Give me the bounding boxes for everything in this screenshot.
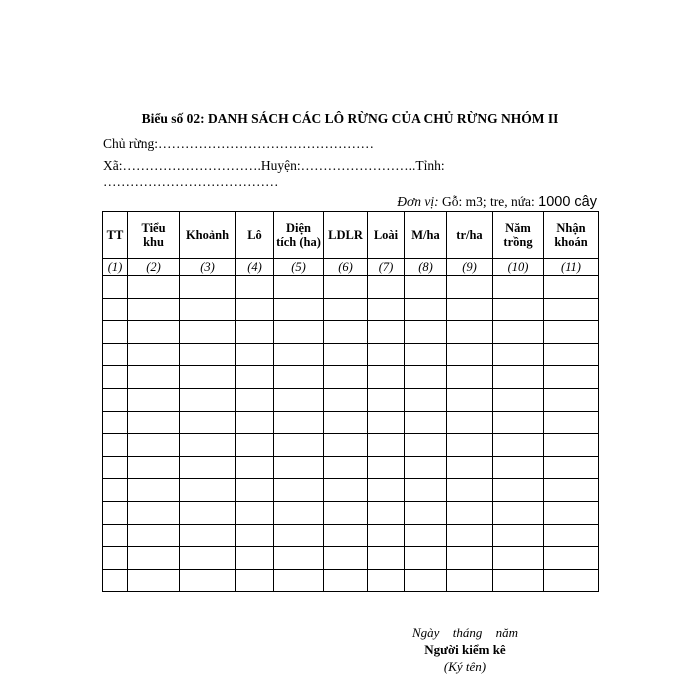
table-cell bbox=[180, 479, 236, 502]
column-header bbox=[274, 212, 324, 259]
table-cell bbox=[368, 547, 405, 570]
table-cell bbox=[180, 388, 236, 411]
table-cell bbox=[128, 479, 180, 502]
table-cell bbox=[493, 298, 544, 321]
table-cell bbox=[180, 456, 236, 479]
table-cell bbox=[493, 456, 544, 479]
table-cell bbox=[405, 524, 447, 547]
table-cell bbox=[324, 343, 368, 366]
table-cell bbox=[180, 321, 236, 344]
table-row bbox=[103, 366, 599, 389]
table-cell bbox=[544, 298, 599, 321]
unit-line bbox=[397, 194, 597, 210]
column-header bbox=[544, 212, 599, 259]
column-header-text: tích (ha) bbox=[276, 235, 321, 249]
table-cell bbox=[405, 298, 447, 321]
table-cell bbox=[128, 411, 180, 434]
table-cell bbox=[274, 547, 324, 570]
table-cell bbox=[368, 524, 405, 547]
table-cell bbox=[128, 298, 180, 321]
column-header-text: trồng bbox=[503, 235, 533, 249]
column-header-text: Khoảnh bbox=[185, 228, 230, 242]
column-header bbox=[180, 212, 236, 259]
table-cell bbox=[324, 547, 368, 570]
table-cell bbox=[544, 569, 599, 592]
column-number: (8) bbox=[405, 259, 447, 276]
table-cell bbox=[236, 276, 274, 299]
table-cell bbox=[103, 298, 128, 321]
table-cell bbox=[544, 411, 599, 434]
table-cell bbox=[128, 366, 180, 389]
table-cell bbox=[103, 388, 128, 411]
table-cell bbox=[447, 298, 493, 321]
table-cell bbox=[128, 456, 180, 479]
table-cell bbox=[274, 276, 324, 299]
column-header bbox=[103, 212, 128, 259]
table-cell bbox=[324, 388, 368, 411]
address-line: Xã:………………………….Huyện:……………………..Tỉnh: bbox=[103, 158, 445, 173]
column-header-text: Loài bbox=[373, 228, 399, 242]
table-body bbox=[103, 276, 599, 592]
table-cell bbox=[447, 569, 493, 592]
table-cell bbox=[274, 388, 324, 411]
table-cell bbox=[180, 411, 236, 434]
table-cell bbox=[493, 366, 544, 389]
table-cell bbox=[368, 501, 405, 524]
table-cell bbox=[180, 434, 236, 457]
table-cell bbox=[180, 343, 236, 366]
table-cell bbox=[236, 298, 274, 321]
table-cell bbox=[236, 411, 274, 434]
column-number: (11) bbox=[544, 259, 599, 276]
table-cell bbox=[493, 479, 544, 502]
table-cell bbox=[493, 276, 544, 299]
table-cell bbox=[447, 343, 493, 366]
table-cell bbox=[324, 434, 368, 457]
table-cell bbox=[493, 524, 544, 547]
column-header-text: LDLR bbox=[328, 228, 363, 242]
table-cell bbox=[368, 321, 405, 344]
table-cell bbox=[405, 501, 447, 524]
table-cell bbox=[180, 298, 236, 321]
table-cell bbox=[368, 411, 405, 434]
table-cell bbox=[368, 366, 405, 389]
column-number: (9) bbox=[447, 259, 493, 276]
table-cell bbox=[447, 524, 493, 547]
table-cell bbox=[493, 501, 544, 524]
column-header-text: Diện bbox=[286, 221, 311, 235]
table-cell bbox=[180, 547, 236, 570]
table-cell bbox=[103, 501, 128, 524]
table-cell bbox=[180, 569, 236, 592]
table-cell bbox=[544, 547, 599, 570]
table-row bbox=[103, 569, 599, 592]
unit-label: Đơn vị: bbox=[397, 194, 439, 209]
table-cell bbox=[128, 569, 180, 592]
table-cell bbox=[368, 434, 405, 457]
table-cell bbox=[103, 524, 128, 547]
table-cell bbox=[103, 547, 128, 570]
table-cell bbox=[493, 343, 544, 366]
table-cell bbox=[236, 547, 274, 570]
table-cell bbox=[405, 343, 447, 366]
table-cell bbox=[447, 479, 493, 502]
signature-role: Người kiểm kê bbox=[424, 642, 506, 657]
table-header-row bbox=[103, 212, 599, 259]
table-cell bbox=[128, 547, 180, 570]
table-cell bbox=[324, 569, 368, 592]
table-cell bbox=[544, 388, 599, 411]
table-cell bbox=[544, 366, 599, 389]
table-cell bbox=[103, 434, 128, 457]
table-cell bbox=[128, 343, 180, 366]
table-cell bbox=[180, 276, 236, 299]
table-cell bbox=[544, 434, 599, 457]
table-cell bbox=[368, 479, 405, 502]
table-cell bbox=[324, 501, 368, 524]
column-number: (1) bbox=[103, 259, 128, 276]
table-cell bbox=[236, 434, 274, 457]
table-cell bbox=[544, 479, 599, 502]
table-row bbox=[103, 343, 599, 366]
table-cell bbox=[236, 388, 274, 411]
table-cell bbox=[274, 479, 324, 502]
table-cell bbox=[405, 321, 447, 344]
table-cell bbox=[447, 276, 493, 299]
table-cell bbox=[103, 411, 128, 434]
table-cell bbox=[544, 276, 599, 299]
table-cell bbox=[103, 569, 128, 592]
column-number: (6) bbox=[324, 259, 368, 276]
table-cell bbox=[274, 411, 324, 434]
table-cell bbox=[368, 276, 405, 299]
address-continuation: ………………………………… bbox=[103, 174, 279, 189]
table-cell bbox=[368, 456, 405, 479]
table-cell bbox=[447, 456, 493, 479]
column-header bbox=[236, 212, 274, 259]
table-cell bbox=[274, 569, 324, 592]
column-header bbox=[324, 212, 368, 259]
table-cell bbox=[324, 366, 368, 389]
table-cell bbox=[236, 569, 274, 592]
table-cell bbox=[236, 501, 274, 524]
table-cell bbox=[405, 479, 447, 502]
table-cell bbox=[493, 321, 544, 344]
table-cell bbox=[405, 569, 447, 592]
table-cell bbox=[236, 456, 274, 479]
column-header-text: tr/ha bbox=[456, 228, 483, 242]
table-cell bbox=[324, 276, 368, 299]
table-cell bbox=[236, 479, 274, 502]
column-number: (3) bbox=[180, 259, 236, 276]
table-cell bbox=[180, 366, 236, 389]
table-row bbox=[103, 298, 599, 321]
column-header-text: Nhận bbox=[556, 221, 586, 235]
table-row bbox=[103, 321, 599, 344]
column-header bbox=[128, 212, 180, 259]
table-cell bbox=[447, 501, 493, 524]
table-cell bbox=[274, 524, 324, 547]
table-cell bbox=[544, 343, 599, 366]
signature-date-line: Ngày tháng năm bbox=[412, 625, 518, 640]
column-header bbox=[368, 212, 405, 259]
column-header bbox=[405, 212, 447, 259]
table-cell bbox=[447, 388, 493, 411]
document-title: Biểu số 02: DANH SÁCH CÁC LÔ RỪNG CỦA CHỦ RỪNG NHÓM II bbox=[141, 111, 559, 126]
table-cell bbox=[324, 321, 368, 344]
table-cell bbox=[128, 388, 180, 411]
table-row bbox=[103, 456, 599, 479]
table-cell bbox=[128, 524, 180, 547]
table-cell bbox=[493, 434, 544, 457]
table-cell bbox=[447, 411, 493, 434]
table-row bbox=[103, 388, 599, 411]
table-cell bbox=[324, 524, 368, 547]
column-number: (7) bbox=[368, 259, 405, 276]
table-cell bbox=[103, 456, 128, 479]
column-header-text: M/ha bbox=[411, 228, 440, 242]
column-header bbox=[447, 212, 493, 259]
table-cell bbox=[128, 434, 180, 457]
table-cell bbox=[274, 456, 324, 479]
table-cell bbox=[493, 569, 544, 592]
column-number: (4) bbox=[236, 259, 274, 276]
column-header bbox=[493, 212, 544, 259]
table-cell bbox=[274, 366, 324, 389]
table-cell bbox=[180, 501, 236, 524]
table-row bbox=[103, 411, 599, 434]
table-cell bbox=[544, 456, 599, 479]
table-cell bbox=[128, 321, 180, 344]
column-header-text: Tiểu bbox=[141, 221, 166, 235]
table-cell bbox=[544, 321, 599, 344]
table-cell bbox=[405, 456, 447, 479]
table-cell bbox=[324, 479, 368, 502]
table-cell bbox=[128, 276, 180, 299]
table-cell bbox=[368, 569, 405, 592]
forest-lot-table bbox=[102, 211, 599, 592]
table-cell bbox=[180, 524, 236, 547]
table-cell bbox=[236, 524, 274, 547]
table-cell bbox=[103, 321, 128, 344]
table-cell bbox=[236, 343, 274, 366]
table-cell bbox=[368, 298, 405, 321]
signature-note: (Ký tên) bbox=[443, 659, 487, 674]
table-cell bbox=[103, 366, 128, 389]
table-cell bbox=[368, 343, 405, 366]
table-cell bbox=[274, 321, 324, 344]
column-number: (2) bbox=[128, 259, 180, 276]
table-cell bbox=[368, 388, 405, 411]
table-cell bbox=[447, 366, 493, 389]
table-cell bbox=[103, 479, 128, 502]
table-cell bbox=[274, 343, 324, 366]
table-cell bbox=[447, 321, 493, 344]
table-cell bbox=[324, 411, 368, 434]
table-cell bbox=[405, 434, 447, 457]
column-number: (10) bbox=[493, 259, 544, 276]
table-cell bbox=[447, 547, 493, 570]
table-cell bbox=[274, 298, 324, 321]
table-cell bbox=[493, 547, 544, 570]
table-cell bbox=[103, 343, 128, 366]
table-row bbox=[103, 547, 599, 570]
table-cell bbox=[405, 411, 447, 434]
column-header-text: Lô bbox=[247, 228, 262, 242]
table-cell bbox=[274, 501, 324, 524]
table-row bbox=[103, 501, 599, 524]
table-row bbox=[103, 434, 599, 457]
column-header-text: khu bbox=[143, 235, 164, 249]
table-cell bbox=[493, 388, 544, 411]
table-cell bbox=[544, 524, 599, 547]
table-cell bbox=[405, 547, 447, 570]
table-cell bbox=[103, 276, 128, 299]
table-row bbox=[103, 276, 599, 299]
table-cell bbox=[274, 434, 324, 457]
table-column-number-row bbox=[103, 259, 599, 276]
column-header-text: khoán bbox=[554, 235, 588, 249]
table-cell bbox=[236, 366, 274, 389]
table-cell bbox=[324, 298, 368, 321]
column-header-text: Năm bbox=[505, 221, 531, 235]
table-cell bbox=[447, 434, 493, 457]
table-row bbox=[103, 479, 599, 502]
table-cell bbox=[405, 366, 447, 389]
unit-text: Gỗ: m3; tre, nứa: bbox=[438, 194, 539, 209]
column-header-text: TT bbox=[106, 228, 124, 242]
table-cell bbox=[236, 321, 274, 344]
column-number: (5) bbox=[274, 259, 324, 276]
table-cell bbox=[405, 276, 447, 299]
table-cell bbox=[405, 388, 447, 411]
table-cell bbox=[324, 456, 368, 479]
unit-count: 1000 cây bbox=[538, 194, 597, 210]
table-cell bbox=[544, 501, 599, 524]
table-cell bbox=[128, 501, 180, 524]
owner-line: Chủ rừng:………………………………………… bbox=[103, 136, 374, 151]
table-cell bbox=[493, 411, 544, 434]
table-row bbox=[103, 524, 599, 547]
